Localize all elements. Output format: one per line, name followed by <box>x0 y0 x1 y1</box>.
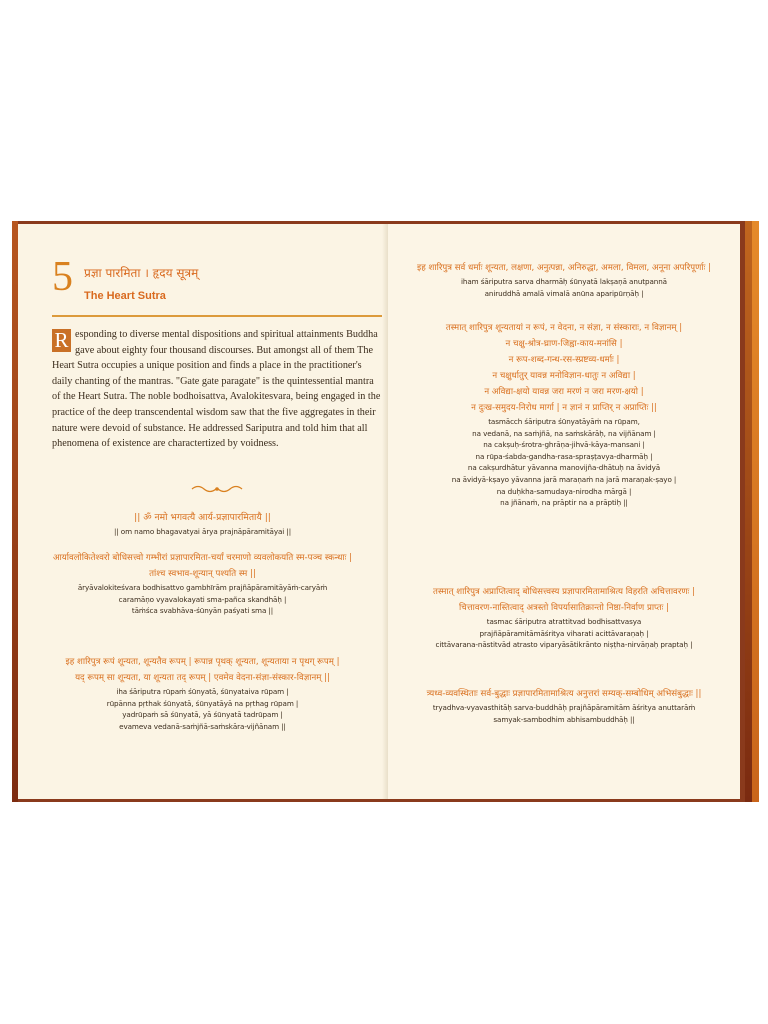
chapter-title-english: The Heart Sutra <box>84 290 166 302</box>
verse-transliteration: na jñānaṁ, na prāptir na a prāptiḥ || <box>500 498 628 508</box>
verse-sanskrit: न अविद्या-क्षयो यावन्न जरा मरणं न जरा मरण-क्षयो | <box>484 387 644 397</box>
verse-transliteration: āryāvalokiteśvara bodhisattvo gambhīrām prajñāpāramitāyāṁ-caryāṁ <box>77 583 328 592</box>
chapter-number: 5 <box>52 254 73 300</box>
verse-sanskrit: न रूप-शब्द-गन्ध-रस-स्प्रष्टव्य-धर्माः | <box>508 355 620 365</box>
verse-sanskrit: इह शारिपुत्र सर्व धर्माः शून्यता, लक्षणा, अनुत्पन्ना, अनिरुद्धा, अमला, विमला, अनूना अपरिपूर्णाः | <box>417 263 711 273</box>
right-page <box>388 224 740 799</box>
verse-sanskrit: न दुःख-समुदय-निरोध मार्गा | न ज्ञानं न प्राप्तिर् न अप्राप्तिः || <box>471 403 657 413</box>
verse-sanskrit: तस्मात् शारिपुत्र शून्यतायां न रूपं, न वेदना, न संज्ञा, न संस्काराः, न विज्ञानम् | <box>445 323 683 333</box>
verse-sanskrit: || ॐ नमो भगवत्यै आर्य-प्रज्ञापारमितायै || <box>134 512 271 523</box>
verse-no-form <box>388 320 740 509</box>
verse-transliteration: samyak-sambodhim abhisambuddhāḥ || <box>493 714 635 724</box>
verse-sanskrit: न चक्षुर्धातुर् यावन्न मनोविज्ञान-धातुः न अविद्या | <box>492 371 636 381</box>
verse-transliteration: tasmac śāriputra atrattitvad bodhisattvasya <box>486 617 642 626</box>
verse-transliteration: tryadhva-vyavasthitāḥ sarva-buddhāḥ prajñāpāramitām āśritya anuttarāṁ <box>432 703 696 712</box>
verse-transliteration: na cakṣuḥ-śrotra-ghrāṇa-jihvā-kāya-mansani | <box>483 440 645 450</box>
ornament-divider <box>190 484 244 494</box>
verse-transliteration: caramāṇo vyavalokayati sma-pañca skandhāḥ | <box>118 594 287 604</box>
verse-form-emptiness <box>18 654 387 732</box>
verse-transliteration: iham śāriputra sarva dharmāḥ śūnyatā lakṣaṇā anutpannā <box>461 277 667 286</box>
verse-transliteration: yadrūpaṁ sā śūnyatā, yā śūnyatā tadrūpam | <box>122 710 283 720</box>
page-edge-strip <box>752 221 759 802</box>
verse-sanskrit: चित्तावरण-नास्तित्वाद् अत्रस्तो विपर्यासातिक्रान्तो निष्ठा-निर्वाण प्राप्तः | <box>459 603 669 613</box>
verse-invocation <box>18 510 387 538</box>
verse-transliteration: evameva vedanā-saṁjñā-saṁskāra-vijñānam || <box>119 721 286 731</box>
verse-sanskrit: त्र्यध्व-व्यवस्थिताः सर्व-बुद्धाः प्रज्ञापारमितामाश्रित्य अनुत्तरां सम्यक्-सम्बोधिम् अभिसंबुद्धाः || <box>426 689 702 699</box>
verse-transliteration: aniruddhā amalā vimalā anūna aparipūrṇāḥ | <box>484 288 644 298</box>
verse-transliteration: tāṁśca svabhāva-śūnyān paśyati sma || <box>131 606 274 616</box>
verse-sanskrit: आर्यावलोकितेश्वरो बोधिसत्त्वो गम्भीरां प्रज्ञापारमिता-चर्यां चरमाणो व्यवलोकयति स्म-पञ्च स्कन्धाः | <box>52 553 353 563</box>
verse-transliteration: prajñāpāramitāmāśritya viharati acittāvaraṇaḥ | <box>479 628 649 638</box>
verse-dharmas-empty <box>388 260 740 299</box>
verse-transliteration: iha śāriputra rūpaṁ śūnyatā, śūnyataiva rūpam | <box>116 687 289 696</box>
verse-sanskrit: इह शारिपुत्र रूपं शून्यता, शून्यतैव रूपम् | रूपान्न पृथक् शून्यता, शून्यताया न पृथग् रूपम् | <box>65 657 340 667</box>
left-page <box>18 224 388 799</box>
verse-transliteration: || om namo bhagavatyai ārya prajnāpāramitāyai || <box>113 527 292 536</box>
verse-sanskrit: न चक्षु-श्रोत्र-घ्राण-जिह्वा-काय-मनांसि | <box>505 339 623 349</box>
intro-paragraph <box>52 327 384 452</box>
verse-sanskrit: तांश्च स्वभाव-शून्यान् पश्यति स्म || <box>149 569 256 579</box>
verse-transliteration: cittāvarana-nāstitvād atrasto viparyāsātikrānto niṣṭha-nirvāṇaḥ praptaḥ | <box>435 640 693 650</box>
header-rule <box>52 315 382 317</box>
verse-transliteration: na cakṣurdhātur yāvanna manovijña-dhātuḥ na āvidyā <box>467 463 661 473</box>
verse-buddhas-enlightenment <box>388 686 740 725</box>
verse-transliteration: na āvidyā-kṣayo yāvanna jarā maraṇaṁ na jarā maraṇak-ṣayo | <box>451 474 677 484</box>
verse-transliteration: tasmācch śāriputra śūnyatāyāṁ na rūpam, <box>488 417 640 426</box>
verse-sanskrit: तस्मात् शारिपुत्र अप्राप्तित्वाद् बोधिसत्त्वस्य प्रज्ञापारमितामाश्रित्य विहरति अचित्तावरणः | <box>433 587 695 597</box>
chapter-header <box>38 256 378 316</box>
verse-transliteration: na rūpa-śabda-gandha-rasa-spraṣṭavya-dharmāḥ | <box>475 451 653 461</box>
verse-transliteration: na duḥkha-samudaya-nirodha mārgā | <box>496 486 632 496</box>
intro-text: esponding to diverse mental dispositions and spiritual attainments Buddha gave about eighty four thousand discourses. But amongst all of them The Heart Sutra occupies a unique position and finds a place in the practitioner's daily chanting of the mantras. "Gate gate paragate" is the quintessential mantra of the Heart Sutra. The noble bodhoisattva, Avalokitesvara, being engaged in the practice of the deep transcendental wisdom saw that the five aggregates in their nature were devoid of substance. He addressed Sariputra and told him that all phenomena of existence are charactertized by voidness. <box>52 329 381 450</box>
verse-sanskrit: यद् रूपम् सा शून्यता, या शून्यता तद् रूपम् | एवमेव वेदना-संज्ञा-संस्कार-विज्ञानम् || <box>75 673 330 683</box>
drop-cap: R <box>52 329 71 352</box>
open-book <box>12 221 759 802</box>
chapter-title-devanagari: प्रज्ञा पारमिता । हृदय सूत्रम् <box>84 266 199 280</box>
verse-transliteration: rūpānna pṛthak śūnyatā, śūnyatāyā na pṛthag rūpam | <box>106 698 299 708</box>
verse-transliteration: na vedanā, na saṁjñā, na saṁskārāḥ, na vijñānam | <box>472 428 656 438</box>
verse-avalokiteshvara <box>18 550 387 617</box>
verse-bodhisattva-prajna <box>388 584 740 651</box>
